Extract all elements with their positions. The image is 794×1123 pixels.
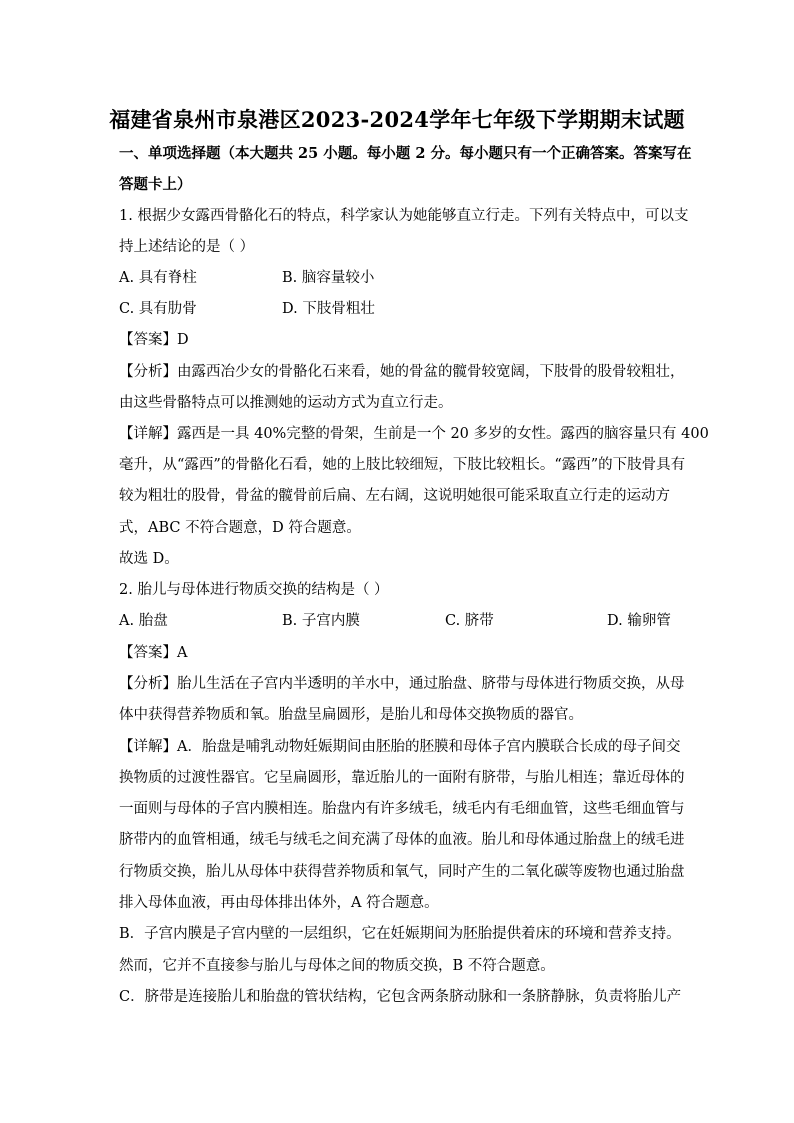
q2-detail-line-2: 换物质的过渡性器官。它呈扁圆形，靠近胎儿的一面附有脐带，与胎儿相连；靠近母体的 xyxy=(119,770,685,786)
q2-detail-line-6: 排入母体血液，再由母体排出体外，A 符合题意。 xyxy=(119,895,439,911)
q1-conclusion: 故选 D。 xyxy=(119,551,179,567)
q1-option-c: C. 具有肋骨 xyxy=(119,301,197,317)
q2-detail-line-5: 行物质交换，胎儿从母体中获得营养物质和氧气，同时产生的二氧化碳等废物也通过胎盘 xyxy=(119,864,685,880)
q2-answer: 【答案】A xyxy=(119,645,188,661)
q2-detail-c-line-1: C．脐带是连接胎儿和胎盘的管状结构，它包含两条脐动脉和一条脐静脉，负责将胎儿产 xyxy=(119,989,682,1005)
q2-option-a: A. 胎盘 xyxy=(119,613,168,629)
q2-option-c: C. 脐带 xyxy=(445,613,494,629)
q1-stem-line-1: 1. 根据少女露西骨骼化石的特点，科学家认为她能够直立行走。下列有关特点中，可以支 xyxy=(119,208,689,224)
q1-detail-line-2: 毫升，从“露西”的骨骼化石看，她的上肢比较细短，下肢比较粗长。“露西”的下肢骨具有 xyxy=(119,457,686,473)
q1-analysis-line-2: 由这些骨骼特点可以推测她的运动方式为直立行走。 xyxy=(119,395,453,411)
document-title: 福建省泉州市泉港区2023-2024学年七年级下学期期末试题 xyxy=(109,107,685,132)
q2-analysis-line-1: 【分析】胎儿生活在子宫内半透明的羊水中，通过胎盘、脐带与母体进行物质交换，从母 xyxy=(119,676,685,692)
q1-answer: 【答案】D xyxy=(119,332,189,348)
section-heading-line-1: 一、单项选择题（本大题共 25 小题。每小题 2 分。每小题只有一个正确答案。答案写在 xyxy=(119,145,692,162)
q2-option-d: D. 输卵管 xyxy=(607,613,671,629)
q1-detail-line-4: 式，ABC 不符合题意，D 符合题意。 xyxy=(119,520,361,536)
q2-stem: 2. 胎儿与母体进行物质交换的结构是（ ） xyxy=(119,582,389,598)
q1-detail-line-3: 较为粗壮的股骨，骨盆的髋骨前后扁、左右阔，这说明她很可能采取直立行走的运动方 xyxy=(119,488,670,504)
q1-stem-line-2: 持上述结论的是（ ） xyxy=(119,239,255,255)
q1-option-a: A. 具有脊柱 xyxy=(119,270,197,286)
q1-detail-line-1: 【详解】露西是一具 40%完整的骨架，生前是一个 20 多岁的女性。露西的脑容量只有 400 xyxy=(119,426,709,442)
q1-option-b: B. 脑容量较小 xyxy=(282,270,375,286)
q2-detail-line-3: 一面则与母体的子宫内膜相连。胎盘内有许多绒毛，绒毛内有毛细血管，这些毛细血管与 xyxy=(119,801,685,817)
section-heading-line-2: 答题卡上） xyxy=(119,176,192,193)
q2-detail-line-1: 【详解】A．胎盘是哺乳动物妊娠期间由胚胎的胚膜和母体子宫内膜联合长成的母子间交 xyxy=(119,739,681,755)
q2-analysis-line-2: 体中获得营养物质和氧。胎盘呈扁圆形，是胎儿和母体交换物质的器官。 xyxy=(119,707,583,723)
q2-detail-b-line-1: B．子宫内膜是子宫内壁的一层组织，它在妊娠期间为胚胎提供着床的环境和营养支持。 xyxy=(119,926,681,942)
q2-detail-b-line-2: 然而，它并不直接参与胎儿与母体之间的物质交换，B 不符合题意。 xyxy=(119,958,555,974)
q1-option-d: D. 下肢骨粗壮 xyxy=(282,301,375,317)
q1-analysis-line-1: 【分析】由露西冶少女的骨骼化石来看，她的骨盆的髋骨较宽阔，下肢骨的股骨较粗壮， xyxy=(119,364,685,380)
q2-option-b: B. 子宫内膜 xyxy=(282,613,360,629)
q2-detail-line-4: 脐带内的血管相通，绒毛与绒毛之间充满了母体的血液。胎儿和母体通过胎盘上的绒毛进 xyxy=(119,832,685,848)
